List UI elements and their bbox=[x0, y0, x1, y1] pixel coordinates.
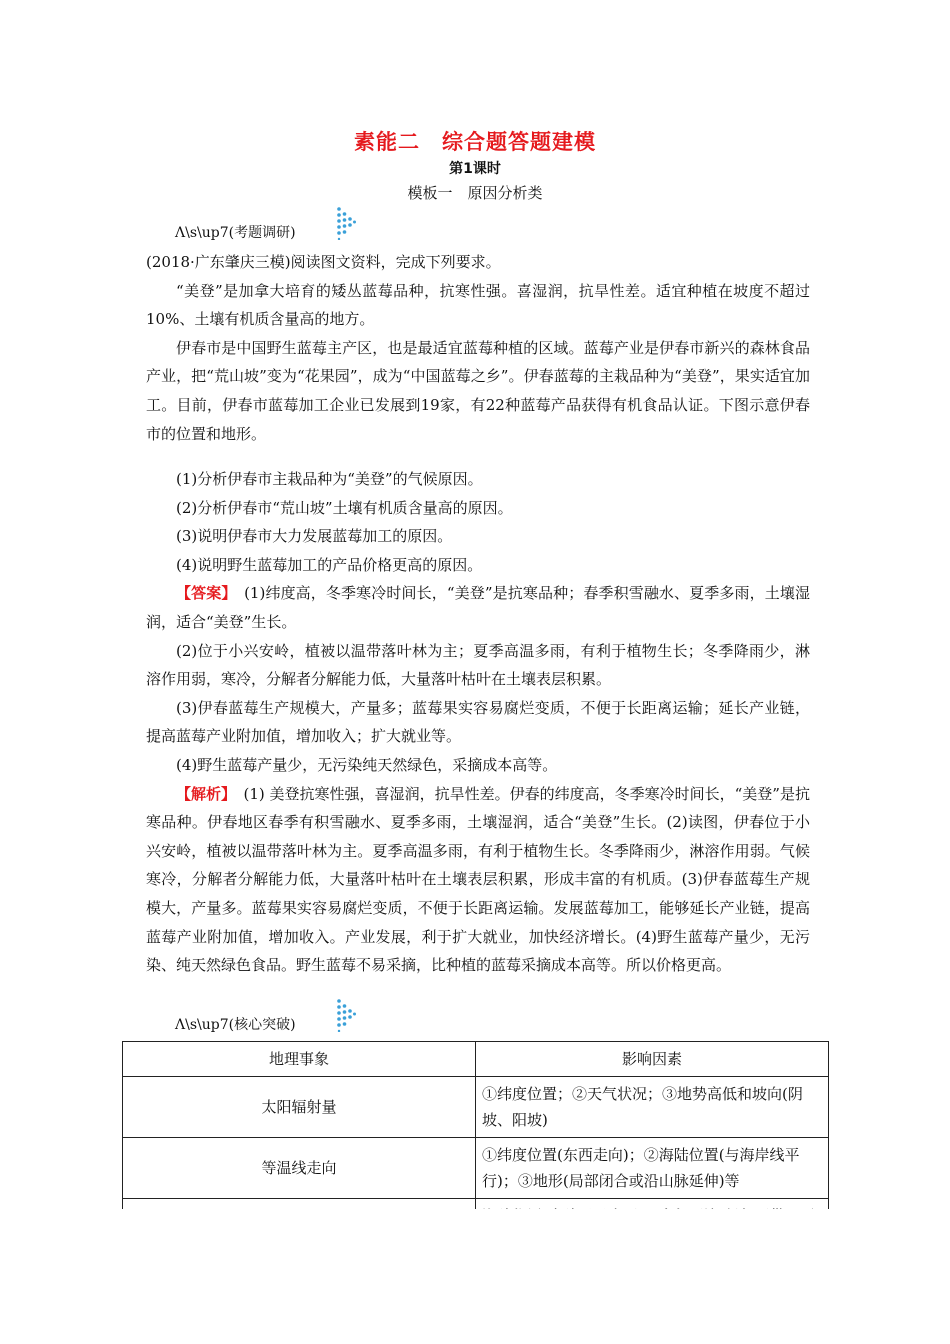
analysis-text: (1) 美登抗寒性强，喜湿润，抗旱性差。伊春的纬度高，冬季寒冷时间长，“美登”是抗寒品种。伊春地区春季有积雪融水、夏季多雨，土壤湿润，适合“美登”生长。(2)读图，伊春位于小兴安岭，植被以温带落叶林为主。夏季高温多雨，有利于植物生长。冬季降雨少，淋溶作用弱。气候寒冷，分解者分解能力低，大量落叶枯叶在土壤表层积累，形成丰富的有机质。(3)伊春蓝莓生产规模大，产量多。蓝莓果实容易腐烂变质，不便于长距离运输。发展蓝莓加工，能够延长产业链，提高蓝莓产业附加值，增加收入。产业发展，利于扩大就业，加快经济增长。(4)野生蓝莓产量少，无污染、纯天然绿色食品。野生蓝莓不易采摘，比种植的蓝莓采摘成本高等。所以价格更高。 bbox=[146, 784, 810, 975]
sub-question-1: (1)分析伊春市主栽品种为“美登”的气候原因。 bbox=[176, 470, 483, 488]
answer-3: (3)伊春蓝莓生产规模大，产量多；蓝莓果实容易腐烂变质，不便于长距离运输；延长产业链，提高蓝莓产业附加值，增加收入；扩大就业等。 bbox=[146, 698, 810, 746]
section-heading-research: Λ\s\up7(考题调研) bbox=[175, 225, 296, 241]
analysis-paragraph bbox=[146, 780, 810, 980]
sub-question-4: (4)说明野生蓝莓加工的产品价格更高的原因。 bbox=[176, 555, 483, 574]
answer-paragraph bbox=[146, 579, 810, 636]
question-source: (2018·广东肇庆三模)阅读图文资料，完成下列要求。 bbox=[146, 253, 501, 271]
table-header-row bbox=[123, 1042, 829, 1077]
table-cell-event: 太阳辐射量 bbox=[123, 1077, 476, 1138]
template-heading: 模板一 原因分析类 bbox=[407, 184, 543, 202]
answer-label: 【答案】 bbox=[176, 584, 229, 603]
answer-4: (4)野生蓝莓产量少，无污染纯天然绿色，采摘成本高等。 bbox=[176, 755, 558, 774]
analysis-label: 【解析】 bbox=[176, 784, 229, 803]
question-paragraph: 伊春市是中国野生蓝莓主产区，也是最适宜蓝莓种植的区域。蓝莓产业是伊春市新兴的森林食品产业，把“荒山坡”变为“花果园”，成为“中国蓝莓之乡”。伊春蓝莓的主栽品种为“美登”，果实适宜加工。目前，伊春市蓝莓加工企业已发展到19家，有22种蓝莓产品获得有机食品认证。下图示意伊春市的位置和地形。 bbox=[146, 338, 810, 443]
section-heading-core: Λ\s\up7(核心突破) bbox=[175, 1017, 296, 1033]
sub-questions bbox=[146, 465, 810, 980]
dotted-arrow-icon bbox=[336, 206, 356, 240]
page-bottom-margin bbox=[0, 1209, 950, 1344]
answer-1: (1)纬度高，冬季寒冷时间长，“美登”是抗寒品种；春季积雪融水、夏季多雨，土壤湿润，适合“美登”生长。 bbox=[146, 584, 810, 631]
sub-question-3: (3)说明伊春市大力发展蓝莓加工的原因。 bbox=[176, 527, 453, 546]
table-row bbox=[123, 1077, 829, 1138]
dotted-arrow-icon bbox=[336, 998, 356, 1032]
sub-question-2: (2)分析伊春市“荒山坡”土壤有机质含量高的原因。 bbox=[176, 498, 513, 517]
table-header-cell: 地理事象 bbox=[123, 1042, 476, 1077]
table-row bbox=[123, 1138, 829, 1199]
answer-2: (2)位于小兴安岭，植被以温带落叶林为主；夏季高温多雨，有利于植物生长；冬季降雨少，淋溶作用弱，寒冷，分解者分解能力低，大量落叶枯叶在土壤表层积累。 bbox=[146, 641, 810, 689]
lesson-number: 第1课时 bbox=[449, 161, 501, 177]
table-cell-event: 等温线走向 bbox=[123, 1138, 476, 1199]
table-header-cell: 影响因素 bbox=[476, 1042, 829, 1077]
question-paragraph: “美登”是加拿大培育的矮丛蓝莓品种，抗寒性强。喜湿润，抗旱性差。适宜种植在坡度不超过10%、土壤有机质含量高的地方。 bbox=[146, 281, 810, 329]
question-block bbox=[146, 248, 810, 448]
page-title: 素能二 综合题答题建模 bbox=[354, 130, 596, 154]
table-cell-factors: ①纬度位置；②天气状况；③地势高低和坡向(阴坡、阳坡) bbox=[476, 1077, 829, 1138]
table-cell-factors: ①纬度位置(东西走向)；②海陆位置(与海岸线平行)；③地形(局部闭合或沿山脉延伸)等 bbox=[476, 1138, 829, 1199]
